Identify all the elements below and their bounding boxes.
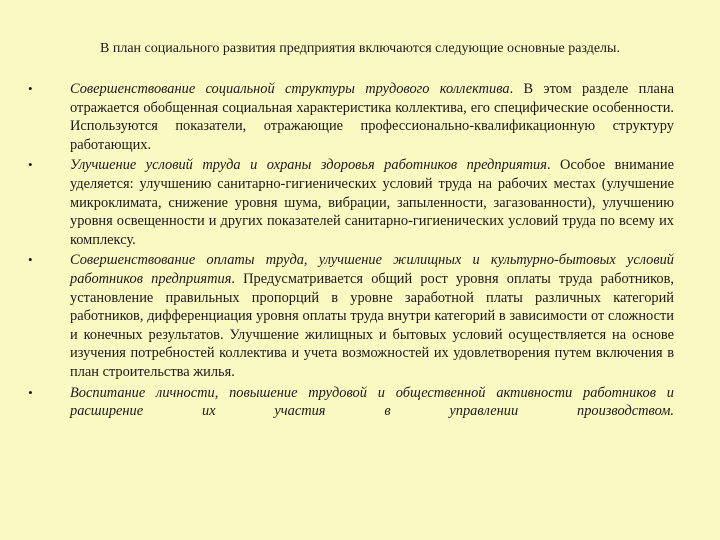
list-item xyxy=(28,156,674,249)
bullet-icon: • xyxy=(28,384,33,400)
bullet-icon: • xyxy=(28,81,33,96)
item-lead: Воспитание личности, повышение трудовой и общественной активности работников и расширение их участия в управлении производством. xyxy=(70,384,674,420)
item-body: . Предусматривается общий рост уровня оплаты труда работников, установление правильных пропорций в уровне заработной платы различных категорий работников, дифференциация уровня оплаты труда внутри категорий в зависимости от сложности и конечных результатов. Улучшение жилищных и бытовых условий осуществляется на основе изучения потребностей коллектива и учета возможностей их удовлетворения путем включения в план строительства жилья. xyxy=(70,270,674,380)
list-item xyxy=(28,384,674,421)
list-item xyxy=(28,251,674,381)
bullet-icon: • xyxy=(28,252,33,268)
bullet-list xyxy=(28,80,674,423)
bullet-icon: • xyxy=(28,157,33,173)
slide-heading: В план социального развития предприятия включаются следующие основные разделы. xyxy=(100,41,620,56)
item-lead: Улучшение условий труда и охраны здоровья работников предприятия xyxy=(70,157,547,174)
item-lead: Совершенствование оплаты труда, улучшение жилищных и культурно-бытовых условий работников предприятия xyxy=(70,252,674,287)
item-body: . В этом разделе плана отражается обобщенная социальная характеристика коллектива, его специфические особенности. Используются показатели, отражающие профессионально-квалификационную структуру работающих. xyxy=(70,81,674,153)
list-item xyxy=(28,80,674,154)
item-lead: Совершенствование социальной структуры трудового коллектива xyxy=(70,81,510,97)
item-body: . Особое внимание уделяется: улучшению санитарно-гигиенических условий труда на рабочих местах (улучшение микроклимата, снижение уровня шума, вибрации, запыленности, загазованности), улучшению уровня освещенности и других показателей санитарно-гигиенических условий труда по всему их комплексу. xyxy=(70,157,675,248)
